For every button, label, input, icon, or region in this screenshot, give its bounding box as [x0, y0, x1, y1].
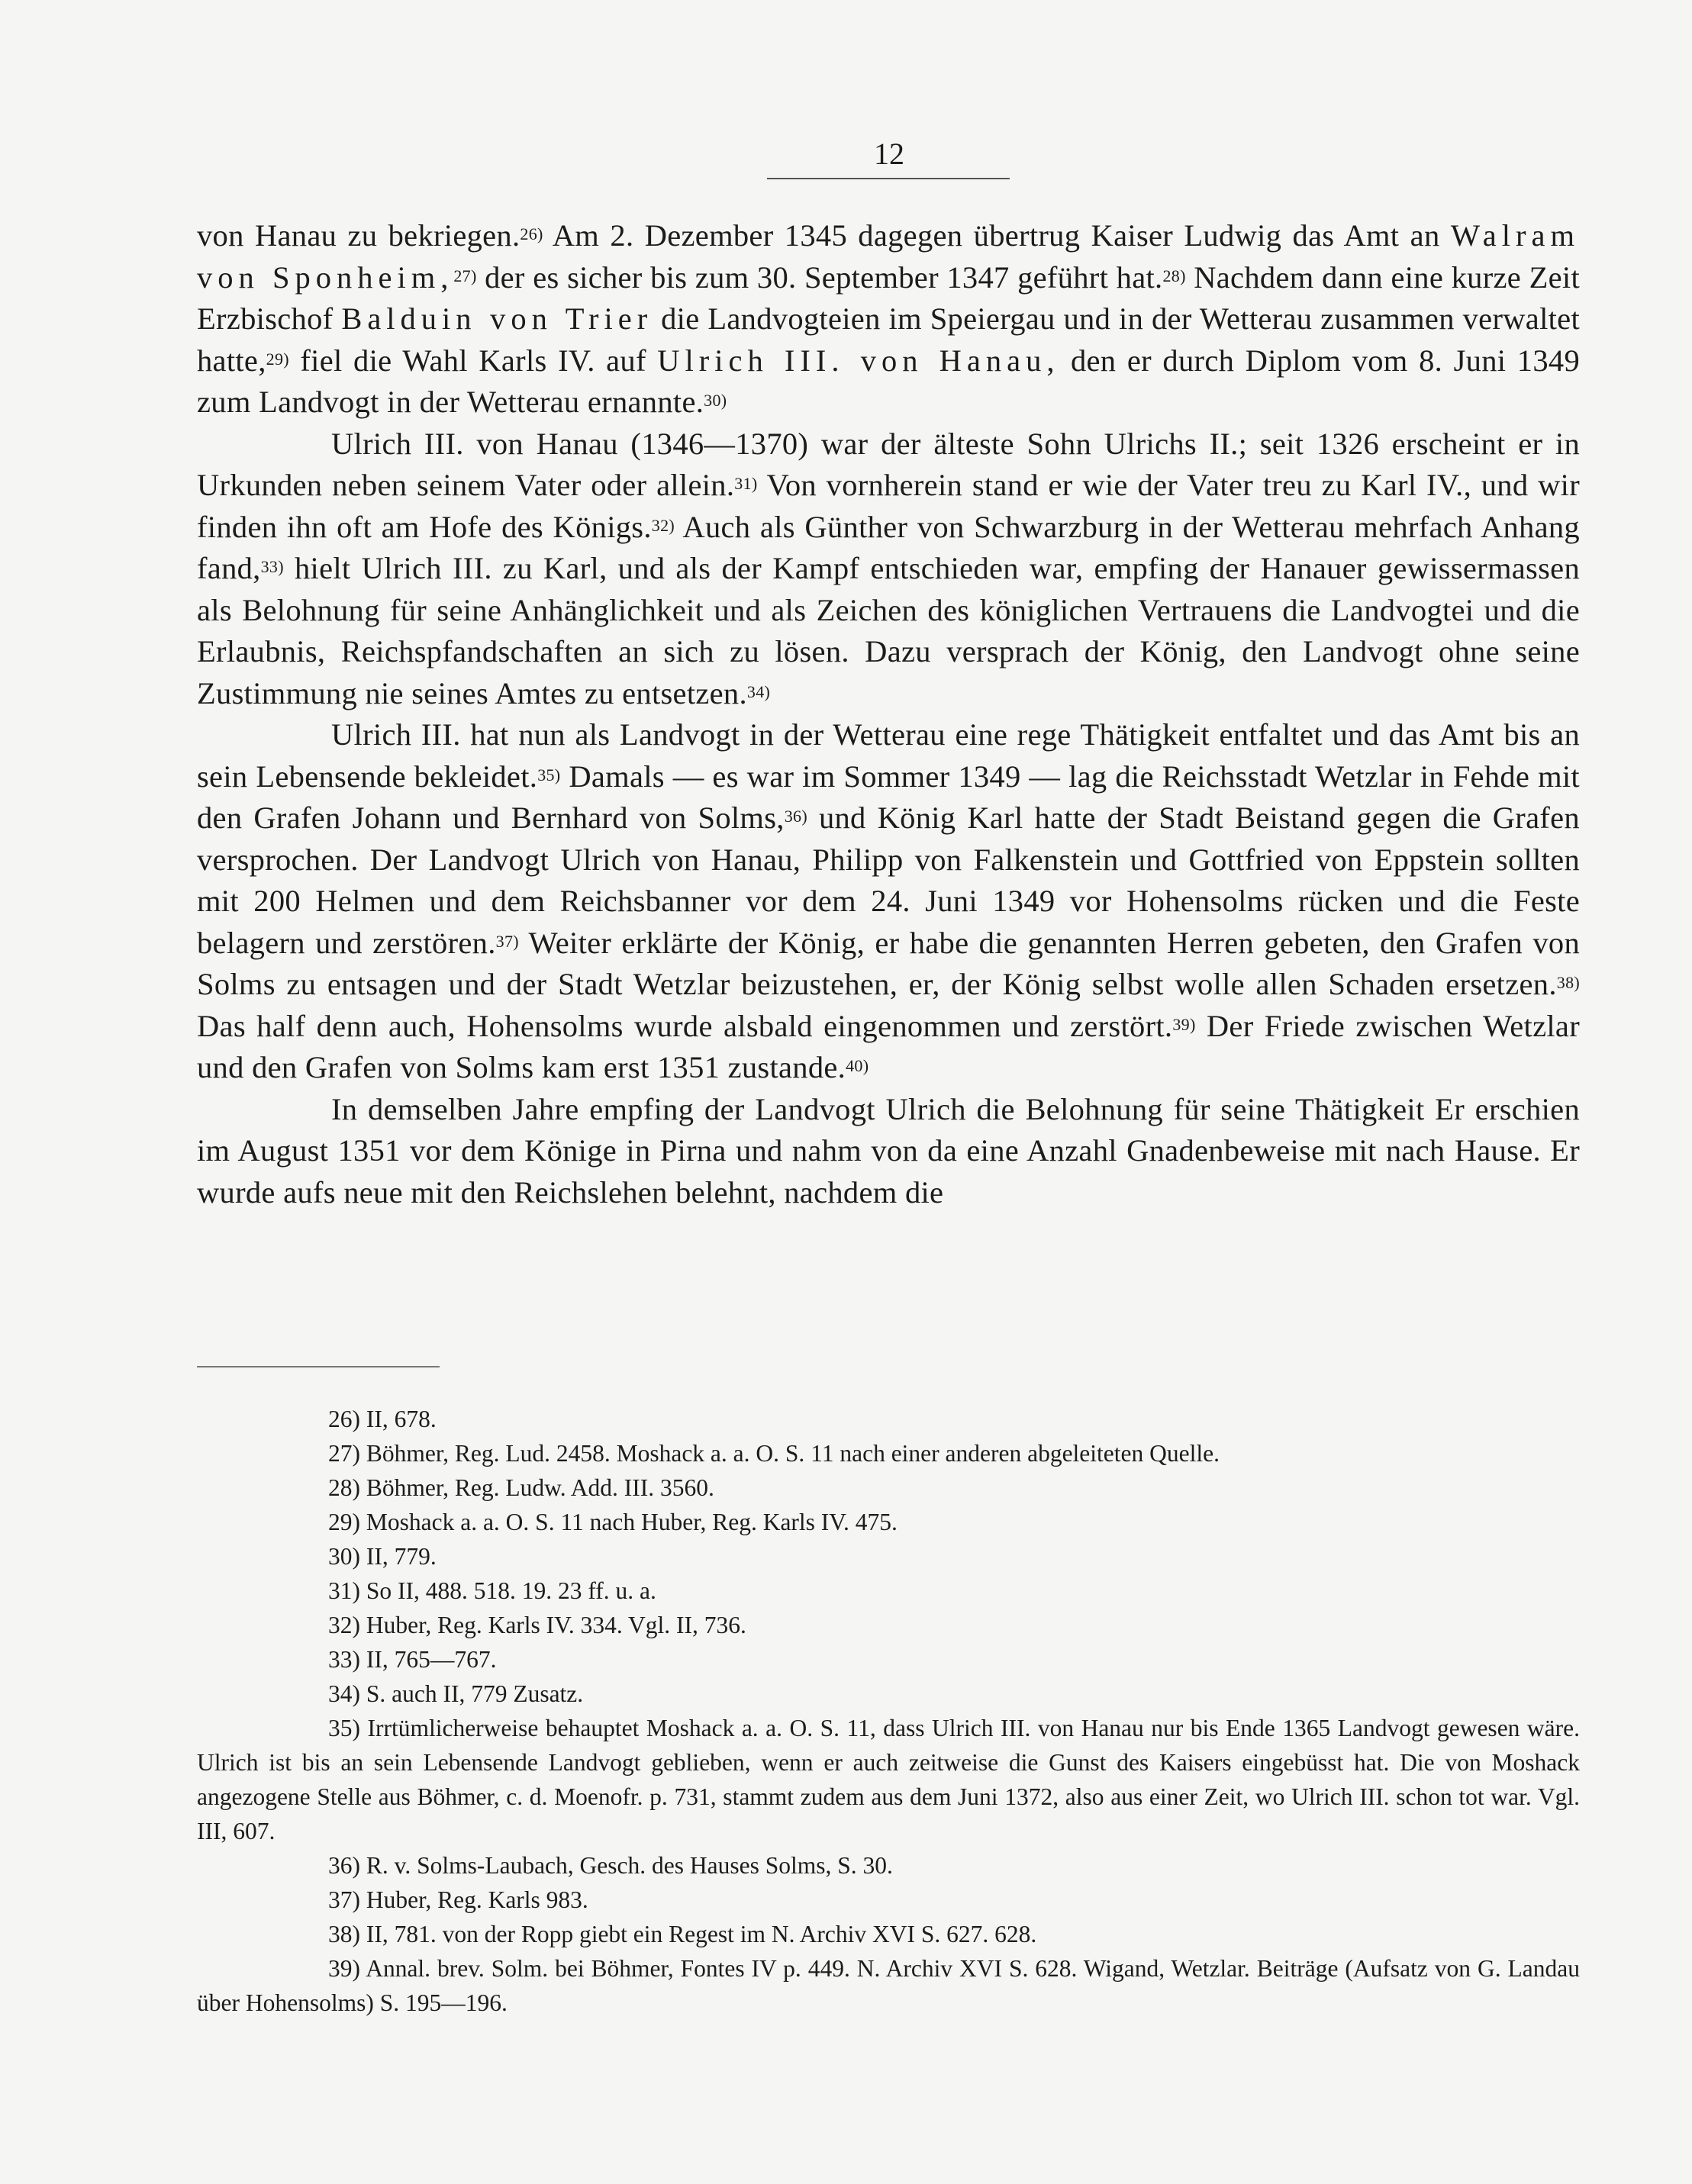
- spaced-name: Balduin von Trier: [341, 301, 653, 336]
- footnote-reference: 27): [453, 266, 477, 285]
- text-run: fiel die Wahl Karls IV. auf: [288, 343, 658, 378]
- footnote: 37) Huber, Reg. Karls 983.: [328, 1886, 588, 1913]
- text-run: Auch als Günther von Schwarzburg in der Wetterau mehrfach Anhang fand,: [197, 509, 1580, 585]
- footnote-reference: 39): [1172, 1014, 1196, 1034]
- text-run: die Landvogteien im Speiergau und in der Wetterau zusammen verwaltet hatte,: [197, 301, 1581, 378]
- text-run: Das half denn auch, Hohensolms wurde alsbald eingenommen und zerstört.: [197, 1008, 1173, 1043]
- footnote-reference: 28): [1162, 266, 1186, 285]
- footnote-reference: 29): [266, 349, 289, 369]
- paragraph: [197, 1089, 1580, 1214]
- text-run: der es sicher bis zum 30. September 1347 geführt hat.: [476, 259, 1163, 295]
- footnote-reference: 30): [704, 391, 727, 410]
- text-run: hielt Ulrich III. zu Karl, und als der Kampf entschieden war, empfing der Hanauer gewissermassen als Belohnung für seine Anhänglichkeit und als Zeichen des königlichen Vertrauens die Landvogtei und die Erlaubnis, Reichspfandschaften an sich zu lösen. Dazu versprach der König, den Landvogt ohne seine Zustimmung nie seines Amtes zu entsetzen.: [197, 551, 1580, 710]
- footnote-reference: 38): [1556, 973, 1580, 992]
- footnote: 28) Böhmer, Reg. Ludw. Add. III. 3560.: [328, 1474, 714, 1501]
- spaced-name: Walram von Sponheim,: [197, 218, 1580, 295]
- footnote: 31) So II, 488. 518. 19. 23 ff. u. a.: [328, 1577, 656, 1604]
- footnote: 29) Moshack a. a. O. S. 11 nach Huber, Reg. Karls IV. 475.: [328, 1509, 898, 1535]
- page-number-rule: [767, 178, 1010, 179]
- footnote: 36) R. v. Solms-Laubach, Gesch. des Hauses Solms, S. 30.: [328, 1852, 893, 1879]
- footnote: 35) Irrtümlicherweise behauptet Moshack a. a. O. S. 11, dass Ulrich III. von Hanau nur bis Ende 1365 Landvogt gewesen wäre. Ulrich ist bis an sein Lebensende Landvogt geblieben, wenn er auch zeitweise die Gunst des Kaisers eingebüsst hat. Die von Moshack angezogene Stelle aus Böhmer, c. d. Moenofr. p. 731, stammt zudem aus dem Juni 1372, also aus einer Zeit, wo Ulrich III. schon tot war. Vgl. III, 607.: [197, 1715, 1580, 1844]
- footnote-reference: 33): [260, 557, 284, 576]
- text-run: Von vornherein stand er wie der Vater treu zu Karl IV., und wir finden ihn oft am Hofe des Königs.: [197, 468, 1580, 544]
- footnote-reference: 26): [520, 224, 543, 243]
- footnote: 27) Böhmer, Reg. Lud. 2458. Moshack a. a. O. S. 11 nach einer anderen abgeleiteten Quelle.: [328, 1440, 1220, 1467]
- text-run: Weiter erklärte der König, er habe die genannten Herren gebeten, den Grafen von Solms zu entsagen und der Stadt Wetzlar beizustehen, er, der König selbst wolle allen Schaden ersetzen.: [197, 925, 1581, 1001]
- footnote-reference: 40): [846, 1056, 869, 1075]
- footnote-reference: 36): [784, 807, 807, 826]
- footnote-reference: 37): [495, 931, 519, 951]
- footnote: 39) Annal. brev. Solm. bei Böhmer, Fontes IV p. 449. N. Archiv XVI S. 628. Wigand, Wetzlar. Beiträge (Aufsatz von G. Landau über Hohensolms) S. 195—196.: [197, 1955, 1580, 2016]
- text-run: Der Friede zwischen Wetzlar und den Grafen von Solms kam erst 1351 zustande.: [197, 1008, 1580, 1084]
- text-run: Damals — es war im Sommer 1349 — lag die Reichsstadt Wetzlar in Fehde mit den Grafen Johann und Bernhard von Solms,: [197, 759, 1580, 835]
- footnote: 30) II, 779.: [328, 1543, 437, 1570]
- text-run: Ulrich III. hat nun als Landvogt in der Wetterau eine rege Thätigkeit entfaltet und das Amt bis an sein Lebensende bekleidet.: [197, 717, 1580, 794]
- footnote: 38) II, 781. von der Ropp giebt ein Regest im N. Archiv XVI S. 627. 628.: [328, 1921, 1037, 1947]
- text-run: Nachdem dann eine kurze Zeit Erzbischof: [197, 259, 1580, 336]
- paragraph: [197, 215, 1580, 424]
- text-run: und König Karl hatte der Stadt Beistand gegen die Grafen versprochen. Der Landvogt Ulrich von Hanau, Philipp von Falkenstein und Gottfried von Eppstein sollten mit 200 Helmen und dem Reichsbanner vor dem 24. Juni 1349 vor Hohensolms rücken und die Feste belagern und zerstören.: [197, 800, 1580, 960]
- footnote: 32) Huber, Reg. Karls IV. 334. Vgl. II, 736.: [328, 1612, 746, 1638]
- footnote-reference: 35): [537, 765, 561, 784]
- footnote: 33) II, 765—767.: [328, 1646, 497, 1673]
- text-run: den er durch Diplom vom 8. Juni 1349 zum Landvogt in der Wetterau ernannte.: [197, 343, 1580, 419]
- footnote-reference: 34): [746, 681, 771, 701]
- paragraph: [197, 714, 1580, 1089]
- page-number: 12: [874, 137, 904, 171]
- main-text: [197, 215, 1580, 1213]
- footnote-rule: [197, 1366, 440, 1367]
- footnote: 26) II, 678.: [328, 1406, 437, 1432]
- footnote-reference: 31): [734, 474, 758, 493]
- footnotes: [197, 1402, 1580, 2020]
- text-run: In demselben Jahre empfing der Landvogt Ulrich die Belohnung für seine Thätigkeit Er erschien im August 1351 vor dem Könige in Pirna und nahm von da eine Anzahl Gnadenbeweise mit nach Hause. Er wurde aufs neue mit den Reichslehen belehnt, nachdem die: [197, 1091, 1580, 1210]
- spaced-name: Ulrich III. von Hanau,: [657, 343, 1060, 378]
- text-run: Ulrich III. von Hanau (1346—1370) war der älteste Sohn Ulrichs II.; seit 1326 erscheint er in Urkunden neben seinem Vater oder allein.: [197, 426, 1580, 502]
- footnote-reference: 32): [651, 515, 675, 535]
- paragraph: [197, 424, 1580, 715]
- footnote: 34) S. auch II, 779 Zusatz.: [328, 1680, 584, 1707]
- text-run: Am 2. Dezember 1345 dagegen übertrug Kaiser Ludwig das Amt an: [543, 218, 1451, 253]
- text-run: von Hanau zu bekriegen.: [197, 218, 520, 253]
